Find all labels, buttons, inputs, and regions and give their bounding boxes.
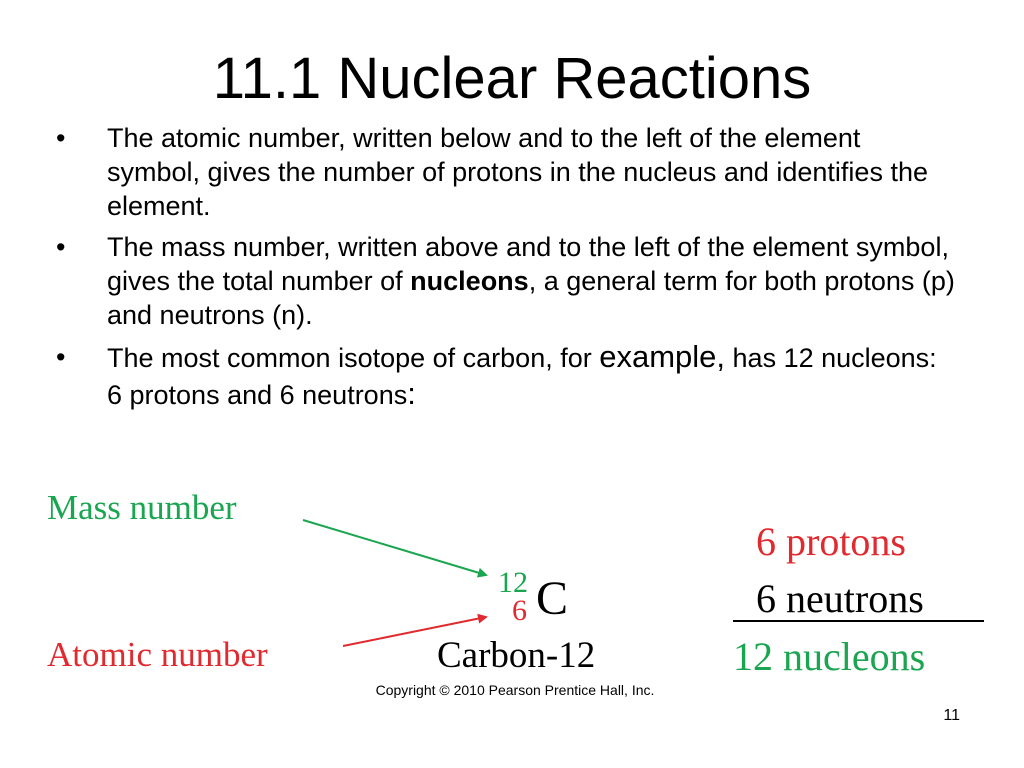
slide-title: 11.1 Nuclear Reactions	[212, 46, 812, 111]
atomic-number-value: 6	[512, 594, 527, 627]
bullet-text-start: The most common isotope of carbon, for	[107, 343, 600, 373]
nucleons-total: 12 nucleons	[733, 634, 926, 679]
element-symbol: C	[536, 572, 569, 625]
mass-number-value: 12	[498, 566, 528, 599]
sum-divider	[733, 620, 984, 622]
bullet-icon: •	[56, 123, 66, 153]
bullet-text-end: , a general term for both protons (p) and neutrons (n).	[107, 266, 955, 330]
example-word: example,	[599, 339, 726, 374]
bullet-icon: •	[56, 342, 66, 372]
bullet-item-atomic-number	[56, 121, 956, 223]
bullet-list	[56, 121, 956, 413]
bullet-item-mass-number	[56, 230, 956, 332]
neutrons-count: 6 neutrons	[756, 576, 924, 621]
isotope-name: Carbon-12	[437, 635, 596, 676]
atomic-number-label: Atomic number	[47, 635, 268, 674]
copyright-notice: Copyright © 2010 Pearson Prentice Hall, Inc.	[375, 682, 655, 698]
protons-count: 6 protons	[756, 519, 906, 564]
bullet-text: The atomic number, written below and to the left of the element symbol, gives the number of protons in the nucleus and identifies the element.	[107, 123, 928, 221]
slide-number: 11	[943, 707, 960, 724]
mass-number-arrow	[303, 520, 486, 575]
nucleons-term: nucleons	[410, 266, 529, 296]
bullet-text-middle: has 12 nucleons: 6 protons and 6 neutrons	[107, 343, 937, 410]
mass-number-label: Mass number	[47, 488, 237, 527]
bullet-icon: •	[56, 232, 66, 262]
bullet-text-start: The mass number, written above and to the left of the element symbol, gives the total number of	[107, 232, 949, 296]
bullet-colon: :	[407, 376, 416, 411]
bullet-item-carbon-example	[56, 339, 956, 413]
